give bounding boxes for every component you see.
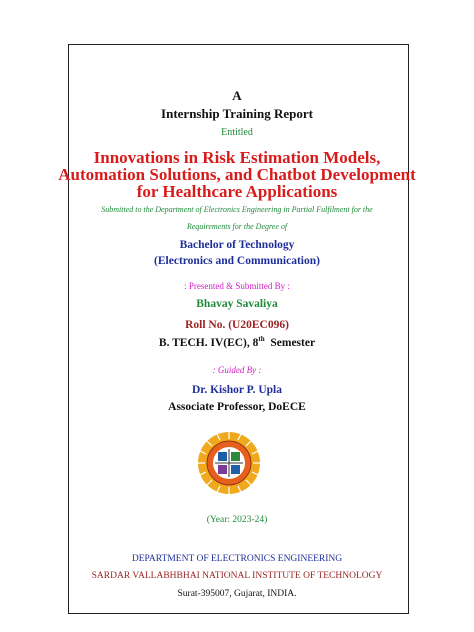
guide-title: Associate Professor, DoECE	[168, 401, 306, 413]
degree: Bachelor of Technology	[179, 239, 295, 251]
institute-name: SARDAR VALLABHBHAI NATIONAL INSTITUTE OF TECHNOLOGY	[91, 571, 383, 581]
entitled-label: Entitled	[221, 127, 253, 138]
submitted-line-2: Requirements for the Degree of	[186, 222, 288, 231]
report-type: Internship Training Report	[161, 106, 313, 121]
svnit-emblem-logo	[197, 431, 261, 495]
academic-year: (Year: 2023-24)	[206, 515, 268, 525]
presented-by-label: : Presented & Submitted By :	[184, 281, 290, 291]
logo-inner-symbols	[215, 449, 243, 477]
semester-prefix: B. TECH. IV(EC), 8	[158, 336, 259, 349]
department-name: DEPARTMENT OF ELECTRONICS ENGINEERING	[131, 554, 343, 564]
title-line-3: for Healthcare Applications	[136, 182, 338, 201]
title-line-1: Innovations in Risk Estimation Models,	[93, 148, 381, 167]
guide-name: Dr. Kishor P. Upla	[191, 384, 282, 396]
semester-suffix: Semester	[270, 336, 316, 349]
title-line-2: Automation Solutions, and Chatbot Development	[58, 165, 416, 184]
submitted-line-1: Submitted to the Department of Electronics Engineering in Partial Fulfilment for the	[101, 205, 373, 214]
guided-by-label: : Guided By :	[212, 365, 262, 375]
report-prefix: A	[232, 88, 242, 103]
roll-number: Roll No. (U20EC096)	[185, 319, 289, 331]
student-name: Bhavay Savaliya	[196, 298, 278, 310]
branch: (Electronics and Communication)	[154, 255, 320, 267]
institute-address: Surat-395007, Gujarat, INDIA.	[177, 589, 297, 599]
semester-superscript: th	[258, 335, 265, 343]
semester-line	[0, 335, 474, 349]
